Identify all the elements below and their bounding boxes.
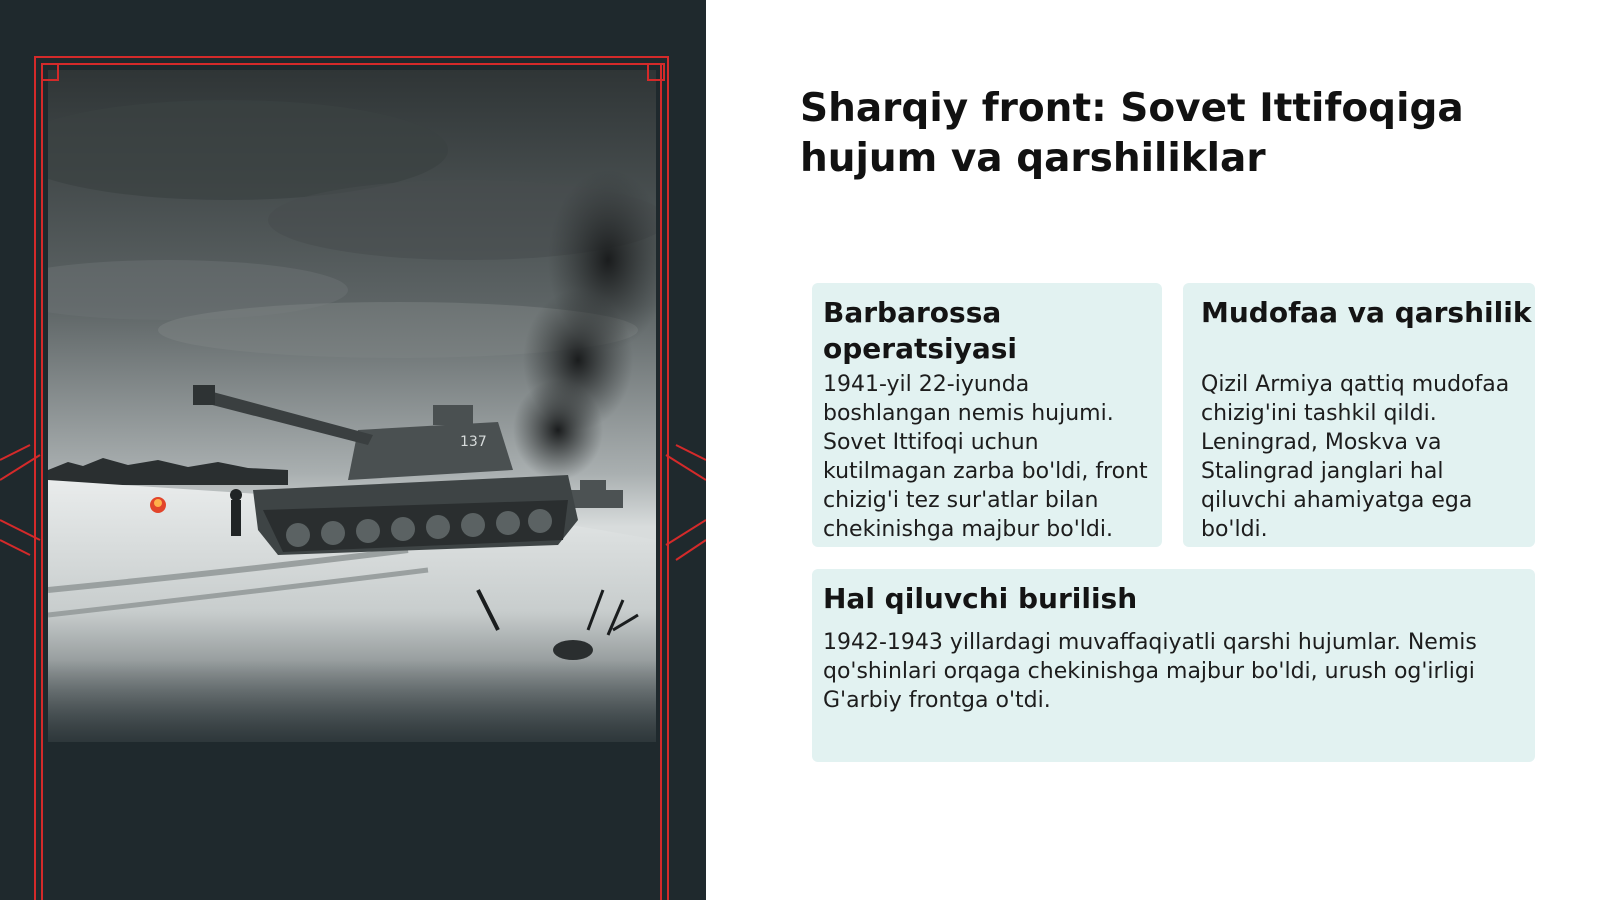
card-title: Hal qiluvchi burilish — [823, 582, 1138, 615]
image-panel — [0, 0, 706, 900]
red-frame-decoration — [0, 0, 706, 900]
card-text: 1941-yil 22-iyunda boshlangan nemis hujumi. Sovet Ittifoqi uchun kutilmagan zarba bo'ldi, front chizig'i tez sur'atlar bilan chekinishga majbur bo'ldi. — [823, 372, 1148, 542]
card-text: Qizil Armiya qattiq mudofaa chizig'ini tashkil qildi. Leningrad, Moskva va Stalingrad janglari hal qiluvchi ahamiyatga ega bo'ldi. — [1201, 372, 1510, 542]
slide-title: Sharqiy front: Sovet Ittifoqiga hujum va qarshiliklar — [800, 86, 1464, 181]
card-title: Barbarossa operatsiyasi — [823, 296, 1018, 365]
card-title: Mudofaa va qarshilik — [1201, 296, 1532, 329]
card-text: 1942-1943 yillardagi muvaffaqiyatli qarshi hujumlar. Nemis qo'shinlari orqaga chekinishga majbur bo'ldi, urush og'irligi G'arbiy frontga o'tdi. — [823, 630, 1477, 713]
tank-marking: 137 — [460, 434, 487, 450]
